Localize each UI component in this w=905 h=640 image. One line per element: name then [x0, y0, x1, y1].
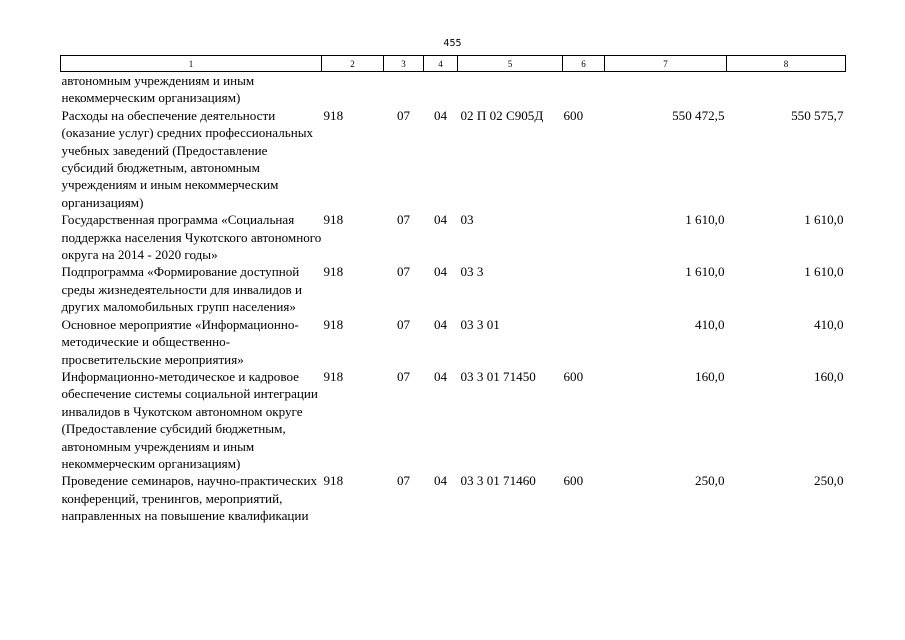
row-name: автономным учреждениям и иным некоммерческим организациям)	[61, 73, 255, 106]
row-amount-col7: 410,0	[695, 316, 725, 332]
row-section-code: 07	[396, 316, 411, 332]
row-name: Проведение семинаров, научно-практических конференций, тренингов, мероприятий, направленных на повышение квалификации	[61, 473, 318, 524]
budget-table	[60, 55, 846, 525]
table-row	[61, 472, 846, 524]
row-amount-col8: 250,0	[814, 473, 844, 489]
column-number-header-row	[61, 56, 846, 72]
row-target-code: 03 3	[460, 264, 484, 280]
row-ministry-code	[322, 72, 384, 107]
row-amount-col7: 1 610,0	[685, 212, 725, 228]
row-expense-type: 600	[563, 107, 584, 123]
row-subsection-code: 04	[433, 368, 448, 384]
row-target-code: 03 3 01 71460	[460, 473, 536, 489]
row-name: Подпрограмма «Формирование доступной среды жизнедеятельности для инвалидов и других маломобильных групп населения»	[61, 264, 302, 315]
row-target-code	[458, 72, 563, 107]
table-row	[61, 368, 846, 472]
table-row	[61, 316, 846, 368]
row-amount-col8: 1 610,0	[804, 264, 844, 280]
column-header-4: 4	[424, 56, 458, 72]
row-section-code: 07	[396, 264, 411, 280]
row-expense-type	[563, 263, 605, 315]
row-section-code: 07	[396, 107, 411, 123]
row-amount-col8	[727, 72, 846, 107]
page-number: 455	[443, 38, 462, 49]
row-ministry-code: 918	[323, 264, 344, 280]
row-subsection-code: 04	[433, 316, 448, 332]
row-target-code: 03 3 01 71450	[460, 368, 536, 384]
row-subsection-code	[424, 72, 458, 107]
table-row	[61, 107, 846, 211]
column-header-8: 8	[727, 56, 846, 72]
row-amount-col7	[605, 72, 727, 107]
row-amount-col7: 160,0	[695, 368, 725, 384]
row-name: Информационно-методическое и кадровое обеспечение системы социальной интеграции инвалидов в Чукотском автономном округе (Предоставление субсидий бюджетным, автономным учреждениям и иным некоммерческим организациям)	[61, 368, 318, 471]
row-amount-col7: 1 610,0	[685, 264, 725, 280]
row-subsection-code: 04	[433, 107, 448, 123]
row-name: Расходы на обеспечение деятельности (оказание услуг) средних профессиональных учебных заведений (Предоставление субсидий бюджетным, автономным учреждениям и иным некоммерческим организациям)	[61, 107, 314, 210]
row-amount-col8: 1 610,0	[804, 212, 844, 228]
row-amount-col8: 550 575,7	[791, 107, 844, 123]
column-header-6: 6	[563, 56, 605, 72]
row-amount-col7: 550 472,5	[672, 107, 725, 123]
column-header-5: 5	[458, 56, 563, 72]
row-name: Государственная программа «Социальная поддержка населения Чукотского автономного округа на 2014 - 2020 годы»	[61, 212, 322, 263]
row-target-code: 03	[460, 212, 474, 228]
row-ministry-code: 918	[323, 107, 344, 123]
column-header-2: 2	[322, 56, 384, 72]
row-target-code: 02 П 02 С905Д	[460, 107, 544, 123]
row-section-code	[384, 72, 424, 107]
row-expense-type: 600	[563, 473, 584, 489]
row-section-code: 07	[396, 368, 411, 384]
column-header-3: 3	[384, 56, 424, 72]
row-subsection-code: 04	[433, 473, 448, 489]
row-amount-col8: 410,0	[814, 316, 844, 332]
column-header-7: 7	[605, 56, 727, 72]
row-target-code: 03 3 01	[460, 316, 500, 332]
row-ministry-code: 918	[323, 473, 344, 489]
row-amount-col8: 160,0	[814, 368, 844, 384]
table-row	[61, 263, 846, 315]
row-amount-col7: 250,0	[695, 473, 725, 489]
row-subsection-code: 04	[433, 264, 448, 280]
column-header-1: 1	[61, 56, 322, 72]
row-ministry-code: 918	[323, 212, 344, 228]
row-expense-type: 600	[563, 368, 584, 384]
table-row	[61, 72, 846, 107]
row-section-code: 07	[396, 212, 411, 228]
row-name: Основное мероприятие «Информационно-методические и общественно-просветительские мероприятия»	[61, 316, 299, 367]
row-expense-type	[563, 316, 605, 368]
row-ministry-code: 918	[323, 368, 344, 384]
row-expense-type	[563, 72, 605, 107]
row-ministry-code: 918	[323, 316, 344, 332]
row-expense-type	[563, 211, 605, 263]
row-subsection-code: 04	[433, 212, 448, 228]
table-row	[61, 211, 846, 263]
row-section-code: 07	[396, 473, 411, 489]
